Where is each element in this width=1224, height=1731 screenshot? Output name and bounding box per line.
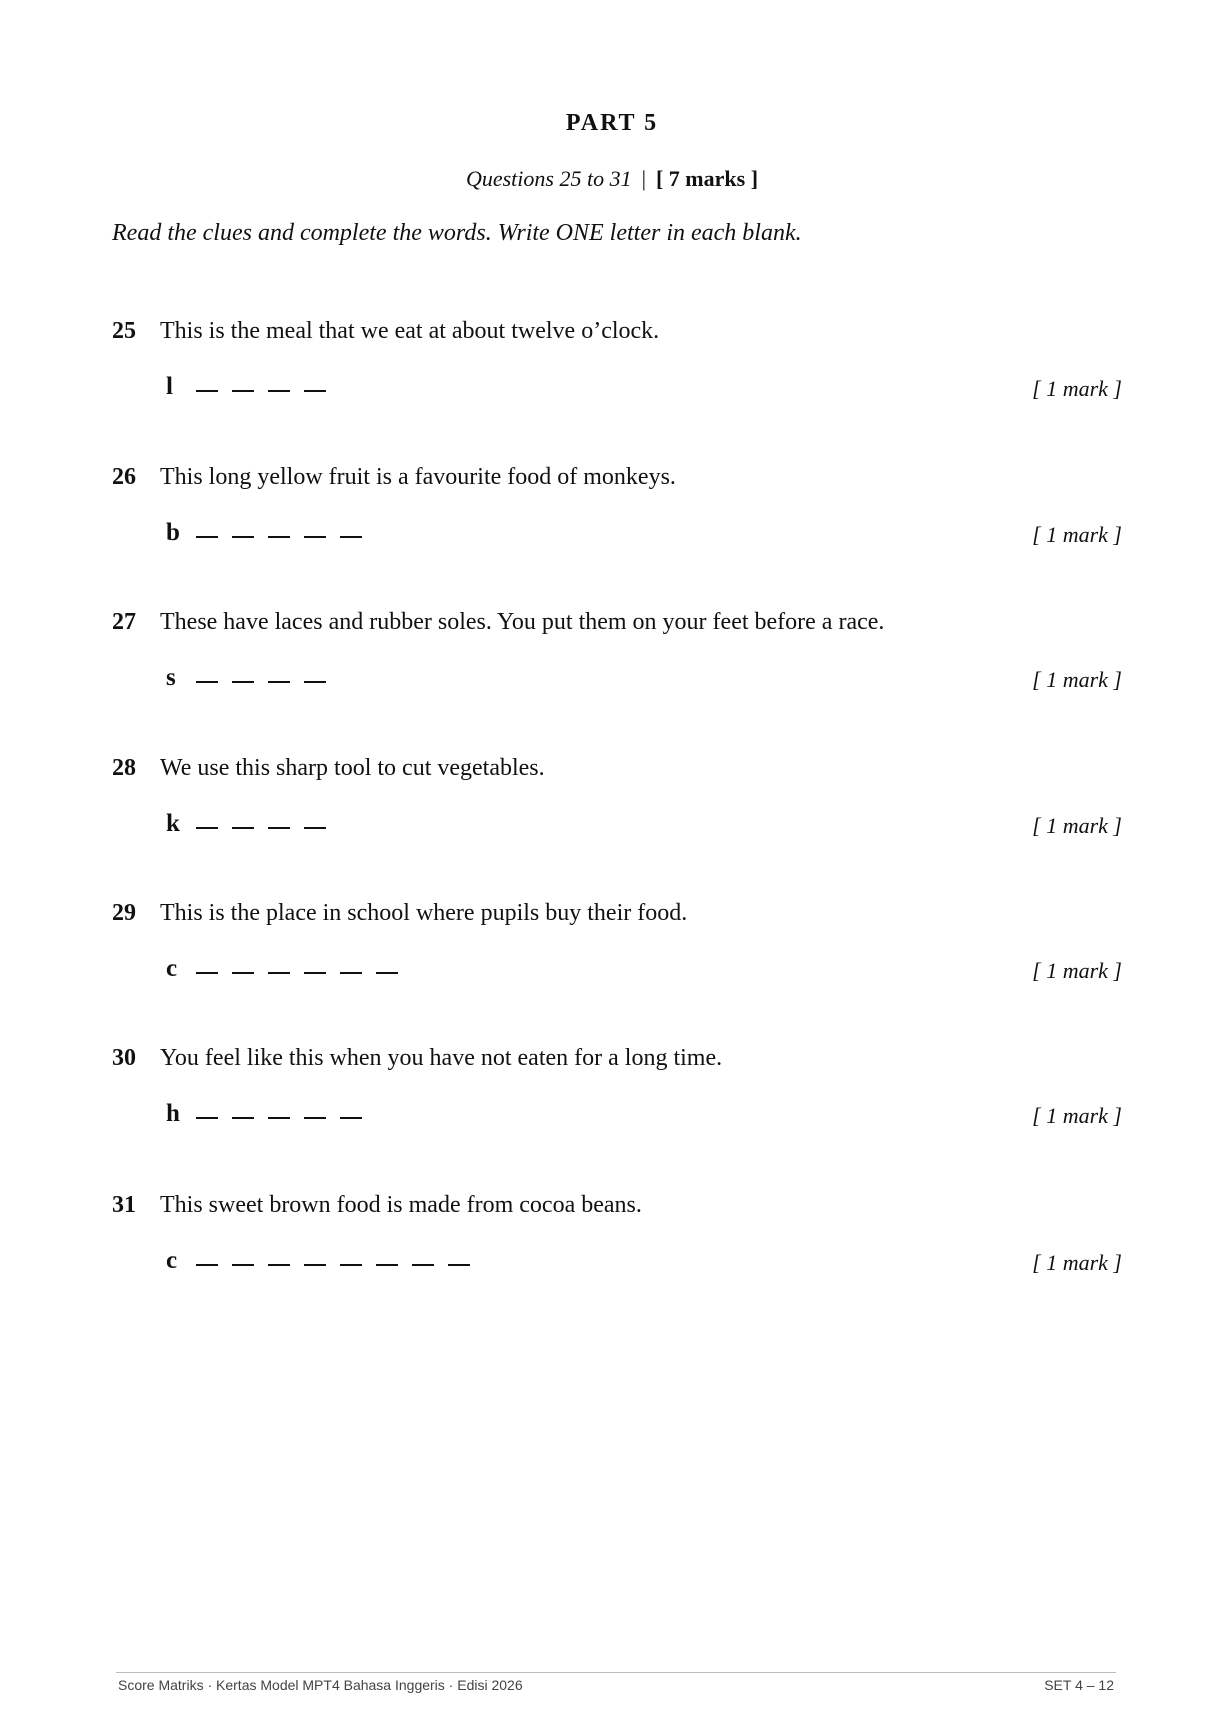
question-clue: You feel like this when you have not eaten for a long time.: [160, 1045, 723, 1071]
letter-blank[interactable]: [196, 681, 218, 683]
question-27: [112, 609, 1122, 749]
letter-blank[interactable]: [268, 827, 290, 829]
letter-blank[interactable]: [196, 1117, 218, 1119]
question-28: [112, 755, 1122, 895]
letter-blank[interactable]: [232, 536, 254, 538]
answer-blanks[interactable]: [166, 373, 326, 401]
footer-page-number: SET 4 – 12: [1044, 1677, 1114, 1693]
letter-blank[interactable]: [268, 972, 290, 974]
letter-blank[interactable]: [196, 1264, 218, 1266]
question-number: 26: [112, 464, 136, 490]
letter-blank[interactable]: [196, 390, 218, 392]
question-29: [112, 900, 1122, 1040]
mark-allocation: [ 1 mark ]: [1032, 522, 1122, 547]
questions-range: Questions 25 to 31: [465, 166, 632, 191]
mark-allocation: [ 1 mark ]: [1032, 667, 1122, 692]
question-number: 28: [112, 755, 136, 781]
letter-blank[interactable]: [232, 390, 254, 392]
letter-blank[interactable]: [232, 827, 254, 829]
answer-blanks[interactable]: [166, 955, 398, 983]
question-clue: These have laces and rubber soles. You put them on your feet before a race.: [160, 609, 885, 635]
total-marks: [ 7 marks ]: [655, 166, 759, 191]
questions-range-line: [0, 166, 1224, 192]
question-clue: We use this sharp tool to cut vegetables.: [160, 755, 545, 781]
letter-blank[interactable]: [340, 536, 362, 538]
letter-blank[interactable]: [412, 1264, 434, 1266]
question-31: [112, 1192, 1122, 1332]
letter-blank[interactable]: [232, 681, 254, 683]
letter-blank[interactable]: [340, 1264, 362, 1266]
letter-blank[interactable]: [304, 972, 326, 974]
answer-blanks[interactable]: [166, 1247, 470, 1275]
question-number: 27: [112, 609, 136, 635]
question-clue: This sweet brown food is made from cocoa beans.: [160, 1192, 642, 1218]
letter-blank[interactable]: [304, 1117, 326, 1119]
letter-blank[interactable]: [304, 681, 326, 683]
mark-allocation: [ 1 mark ]: [1032, 376, 1122, 401]
letter-blank[interactable]: [340, 972, 362, 974]
letter-blank[interactable]: [376, 972, 398, 974]
first-letter: l: [166, 373, 173, 400]
footer-publication: Score Matriks · Kertas Model MPT4 Bahasa Inggeris · Edisi 2026: [118, 1677, 523, 1693]
first-letter: c: [166, 955, 178, 982]
question-clue: This long yellow fruit is a favourite food of monkeys.: [160, 464, 676, 490]
answer-blanks[interactable]: [166, 1100, 362, 1128]
letter-blank[interactable]: [268, 681, 290, 683]
footer-divider: [116, 1672, 1116, 1673]
mark-allocation: [ 1 mark ]: [1032, 1103, 1122, 1128]
mark-allocation: [ 1 mark ]: [1032, 958, 1122, 983]
first-letter: c: [166, 1247, 178, 1274]
answer-blanks[interactable]: [166, 664, 326, 692]
letter-blank[interactable]: [268, 390, 290, 392]
letter-blank[interactable]: [304, 536, 326, 538]
letter-blank[interactable]: [304, 827, 326, 829]
separator: |: [641, 166, 646, 191]
letter-blank[interactable]: [196, 972, 218, 974]
question-30: [112, 1045, 1122, 1185]
first-letter: b: [166, 519, 180, 546]
letter-blank[interactable]: [304, 390, 326, 392]
letter-blank[interactable]: [268, 536, 290, 538]
letter-blank[interactable]: [304, 1264, 326, 1266]
mark-allocation: [ 1 mark ]: [1032, 1250, 1122, 1275]
letter-blank[interactable]: [232, 1264, 254, 1266]
letter-blank[interactable]: [232, 1117, 254, 1119]
mark-allocation: [ 1 mark ]: [1032, 813, 1122, 838]
instruction: Read the clues and complete the words. Write ONE letter in each blank.: [112, 220, 802, 246]
question-clue: This is the place in school where pupils buy their food.: [160, 900, 688, 926]
question-number: 29: [112, 900, 136, 926]
question-number: 31: [112, 1192, 136, 1218]
question-25: [112, 318, 1122, 458]
first-letter: s: [166, 664, 176, 691]
question-clue: This is the meal that we eat at about twelve o’clock.: [160, 318, 660, 344]
letter-blank[interactable]: [196, 536, 218, 538]
letter-blank[interactable]: [376, 1264, 398, 1266]
question-26: [112, 464, 1122, 604]
question-number: 30: [112, 1045, 136, 1071]
letter-blank[interactable]: [340, 1117, 362, 1119]
letter-blank[interactable]: [268, 1117, 290, 1119]
letter-blank[interactable]: [196, 827, 218, 829]
part-title: PART 5: [565, 110, 659, 136]
letter-blank[interactable]: [448, 1264, 470, 1266]
answer-blanks[interactable]: [166, 810, 326, 838]
answer-blanks[interactable]: [166, 519, 362, 547]
letter-blank[interactable]: [232, 972, 254, 974]
first-letter: k: [166, 810, 180, 837]
first-letter: h: [166, 1100, 180, 1127]
question-number: 25: [112, 318, 136, 344]
letter-blank[interactable]: [268, 1264, 290, 1266]
